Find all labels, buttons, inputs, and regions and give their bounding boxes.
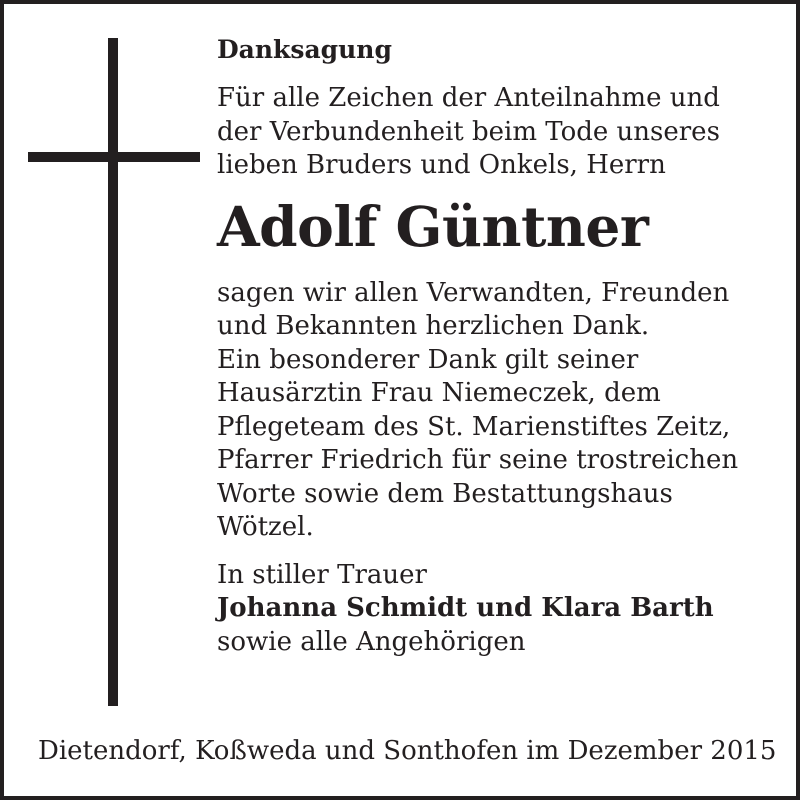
body-line: Ein besonderer Dank gilt seiner — [217, 344, 639, 375]
cross-vertical-bar — [108, 38, 118, 706]
body-line: sagen wir allen Verwandten, Freunden — [217, 277, 730, 308]
notice-content — [217, 32, 789, 659]
body-line: Hausärztin Frau Niemeczek, dem — [217, 378, 661, 408]
signature-intro: In stiller Trauer — [217, 559, 427, 590]
intro-line: lieben Bruders und Onkels, Herrn — [217, 150, 666, 180]
body-text — [217, 277, 789, 545]
intro-line: der Verbundenheit beim Tode unseres — [217, 116, 720, 147]
signature-closing: sowie alle Angehörigen — [217, 626, 526, 657]
intro-text — [217, 82, 789, 183]
body-line: Wötzel. — [217, 512, 314, 542]
notice-footer: Dietendorf, Koßweda und Sonthofen im Dezember 2015 — [38, 736, 777, 766]
signature-block — [217, 559, 789, 660]
deceased-name: Adolf Güntner — [217, 193, 649, 259]
cross-horizontal-bar — [28, 152, 200, 162]
body-line: und Bekannten herzlichen Dank. — [217, 311, 650, 341]
intro-line: Für alle Zeichen der Anteilnahme und — [217, 83, 720, 113]
notice-heading: Danksagung — [217, 35, 392, 64]
body-line: Pflegeteam des St. Marienstiftes Zeitz, — [217, 411, 731, 442]
body-line: Worte sowie dem Bestattungshaus — [217, 478, 673, 509]
signature-names: Johanna Schmidt und Klara Barth — [217, 593, 714, 623]
body-line: Pfarrer Friedrich für seine trostreichen — [217, 445, 739, 475]
